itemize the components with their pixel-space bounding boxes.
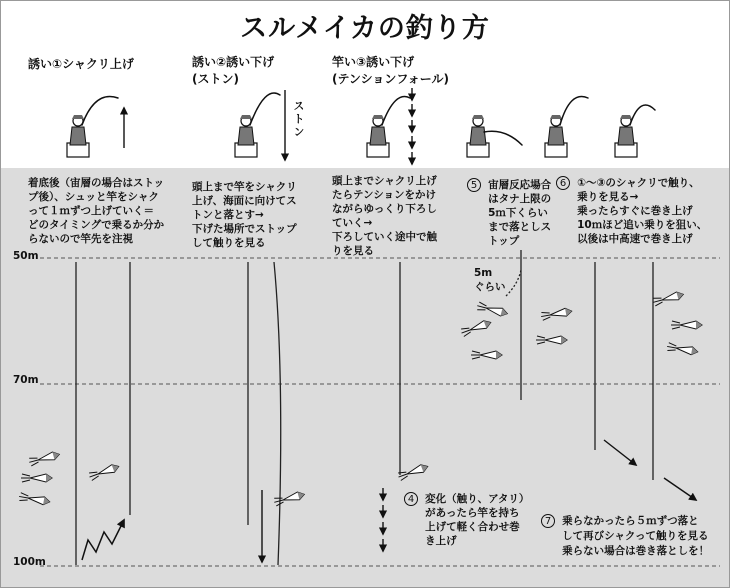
method-2-subheading: (ストン) bbox=[192, 72, 239, 86]
note-2: 頭上まで竿をシャクリ 上げ、海面に向けてス トンと落とす→ 下げた場所でストップ して触りを見る bbox=[192, 181, 297, 249]
ston-label: ストン bbox=[292, 100, 305, 139]
depth-lines bbox=[40, 258, 720, 566]
step-7-badge: 7 bbox=[541, 514, 555, 528]
step-5-badge: 5 bbox=[467, 178, 481, 192]
method-3-heading: 竿い③誘い下げ bbox=[332, 55, 415, 69]
method-1-heading: 誘い①シャクリ上げ bbox=[28, 57, 134, 71]
note-6: ①〜③のシャクリで触り、 乗りを見る→ 乗ったらすぐに巻き上げ 10ｍほど追い乗りを狙い、 以後は中高速で巻き上げ bbox=[577, 177, 708, 245]
note-5: 宙層反応場合 はタナ上限の 5ｍ下くらい まで落としス トップ bbox=[488, 179, 552, 247]
note-7: 乗らなかったら５ｍずつ落と して再びシャクって触りを見る 乗らない場合は巻き落としを！ bbox=[562, 515, 710, 557]
depth-50m-label: 50m bbox=[13, 250, 39, 262]
depth-70m-label: 70m bbox=[13, 374, 39, 386]
step-6-badge: 6 bbox=[556, 176, 570, 190]
fishing-lines bbox=[76, 250, 653, 565]
anglers bbox=[67, 93, 655, 157]
motion-arrows bbox=[124, 88, 696, 562]
method-2-heading: 誘い②誘い下げ bbox=[192, 55, 275, 69]
method-3-subheading: (テンションフォール) bbox=[332, 72, 449, 86]
page-title: スルメイカの釣り方 bbox=[240, 13, 490, 44]
five-meter-label: 5m ぐらい bbox=[474, 267, 506, 293]
squids bbox=[18, 290, 702, 506]
note-1: 着底後（宙層の場合はストッ プ後）、シュッと竿をシャク って１ｍずつ上げていく＝ どのタイミングで乗るか分か らないので竿先を注視 bbox=[28, 177, 165, 245]
zigzag-arrow bbox=[82, 520, 124, 560]
note-4: 変化（触り、アタリ） があったら竿を持ち 上げて軽く合わせ巻 き上げ bbox=[425, 493, 530, 547]
step-4-badge: 4 bbox=[404, 492, 418, 506]
depth-100m-label: 100m bbox=[13, 556, 46, 568]
note-3: 頭上までシャクリ上げ たらテンションをかけ ながらゆっくり下ろし ていく→ 下ろしていく途中で触 りを見る bbox=[332, 175, 437, 257]
